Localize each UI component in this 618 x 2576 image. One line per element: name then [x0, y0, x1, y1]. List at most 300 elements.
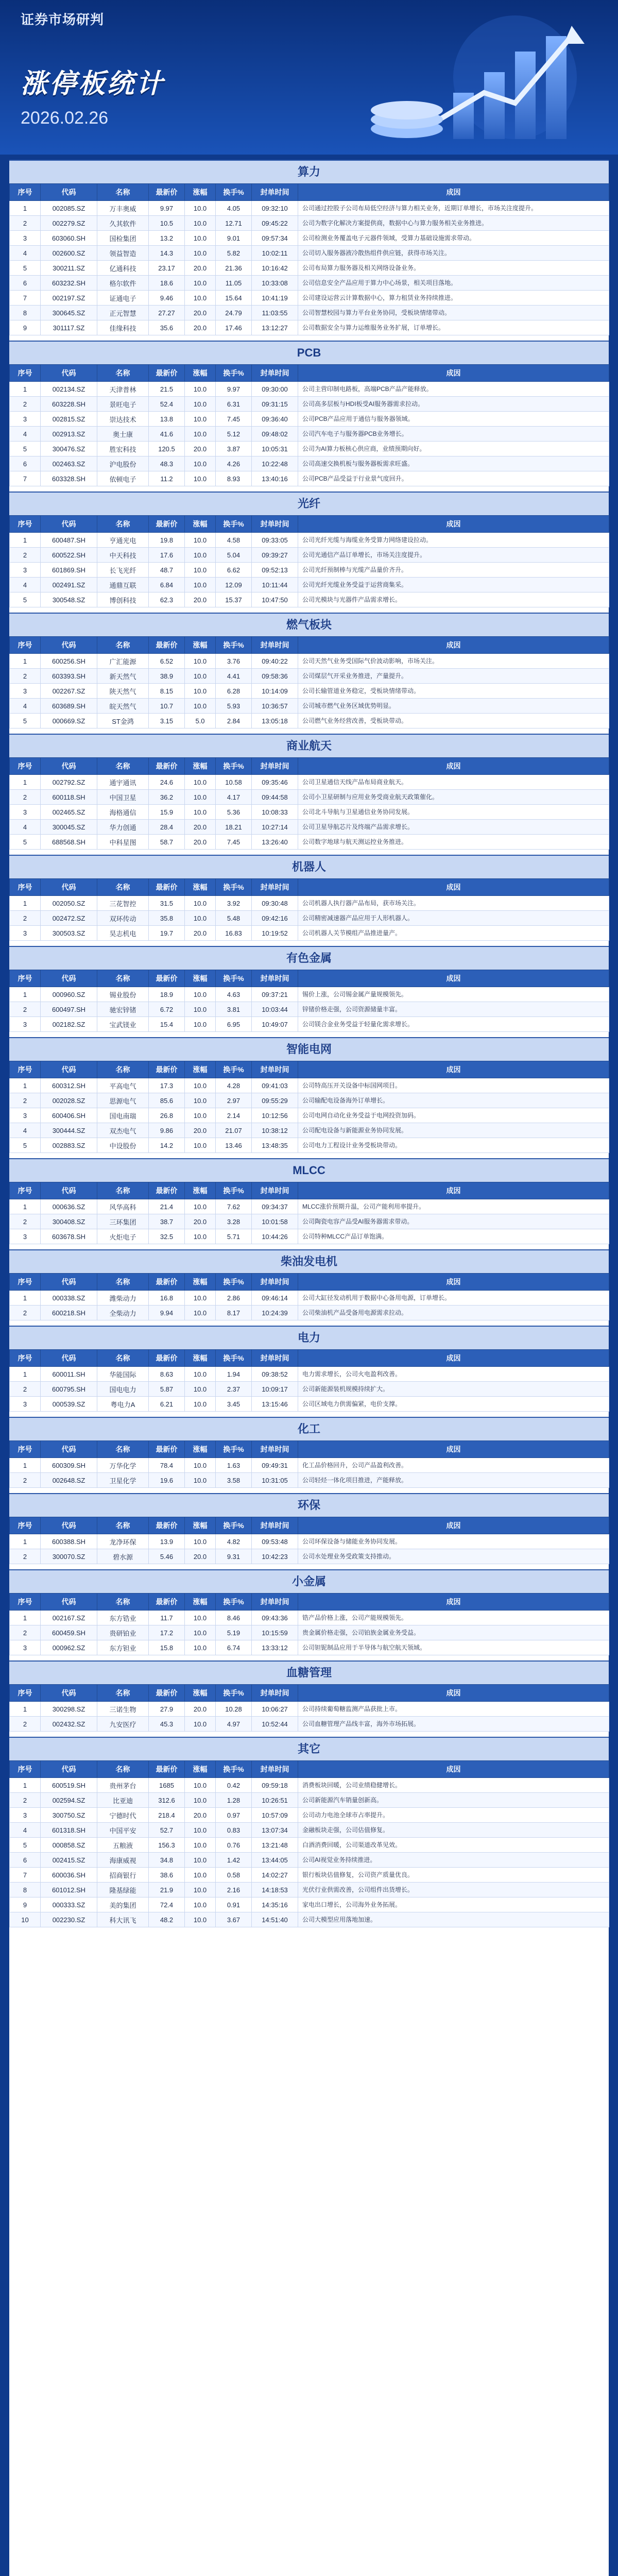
table-header-row [10, 1594, 609, 1611]
turnover-rate: 1.28 [216, 1793, 252, 1808]
stock-name: 平高电气 [97, 1078, 149, 1093]
column-header: 代码 [41, 365, 97, 382]
seal-time: 14:18:53 [252, 1883, 298, 1897]
stock-name: 通宇通讯 [97, 775, 149, 790]
column-header: 名称 [97, 184, 149, 201]
column-header: 成因 [298, 1061, 609, 1078]
row-index: 5 [10, 714, 41, 728]
latest-price: 1685 [149, 1778, 185, 1793]
turnover-rate: 5.36 [216, 805, 252, 820]
column-header: 代码 [41, 516, 97, 533]
stock-name: 国电电力 [97, 1382, 149, 1397]
row-index: 1 [10, 654, 41, 669]
turnover-rate: 3.45 [216, 1397, 252, 1412]
section-title: 智能电网 [9, 1037, 609, 1061]
change-pct: 20.0 [185, 1123, 216, 1138]
table-row [10, 1549, 609, 1564]
latest-price: 27.27 [149, 306, 185, 320]
column-header: 名称 [97, 516, 149, 533]
latest-price: 17.3 [149, 1078, 185, 1093]
column-header: 最新价 [149, 516, 185, 533]
column-header: 代码 [41, 1761, 97, 1778]
column-header: 封单时间 [252, 1761, 298, 1778]
stock-name: 卫星化学 [97, 1473, 149, 1488]
reason-text: 公司城市燃气业务区域优势明显。 [298, 699, 609, 714]
column-header: 封单时间 [252, 758, 298, 775]
reason-text: 金融板块走强，公司估值修复。 [298, 1823, 609, 1838]
column-header: 名称 [97, 758, 149, 775]
latest-price: 15.8 [149, 1640, 185, 1655]
column-header: 代码 [41, 1274, 97, 1291]
row-index: 3 [10, 926, 41, 941]
stock-code: 600406.SH [41, 1108, 97, 1123]
stock-name: 领益智造 [97, 246, 149, 261]
turnover-rate: 4.26 [216, 456, 252, 471]
stock-name: 亨通光电 [97, 533, 149, 548]
column-header: 名称 [97, 365, 149, 382]
column-header: 代码 [41, 1685, 97, 1702]
change-pct: 10.0 [185, 533, 216, 548]
turnover-rate: 10.58 [216, 775, 252, 790]
stock-code: 002648.SZ [41, 1473, 97, 1488]
table-row [10, 276, 609, 291]
row-index: 2 [10, 1625, 41, 1640]
header-banner [0, 0, 618, 155]
section-title: MLCC [9, 1158, 609, 1182]
stock-name: 潍柴动力 [97, 1291, 149, 1306]
column-header: 封单时间 [252, 1061, 298, 1078]
latest-price: 9.46 [149, 291, 185, 306]
table-header-row [10, 1182, 609, 1199]
seal-time: 09:49:31 [252, 1458, 298, 1473]
reason-text: 公司切入服务器液冷散热组件供应链，获得市场关注。 [298, 246, 609, 261]
stock-name: 国检集团 [97, 231, 149, 246]
table-row [10, 1640, 609, 1655]
column-header: 代码 [41, 1350, 97, 1367]
reason-text: 家电出口增长，公司海外业务拓展。 [298, 1897, 609, 1912]
table-row [10, 911, 609, 926]
column-header: 最新价 [149, 1594, 185, 1611]
reason-text: 公司天然气业务受国际气价波动影响，市场关注。 [298, 654, 609, 669]
stock-name: 中国卫星 [97, 790, 149, 805]
latest-price: 35.8 [149, 911, 185, 926]
row-index: 1 [10, 1611, 41, 1625]
table-row [10, 684, 609, 699]
change-pct: 10.0 [185, 1717, 216, 1732]
change-pct: 10.0 [185, 1108, 216, 1123]
stock-name: 昊志机电 [97, 926, 149, 941]
table-row [10, 1534, 609, 1549]
section-block [9, 613, 609, 728]
reason-text: 公司特高压开关设备中标国网项目。 [298, 1078, 609, 1093]
change-pct: 20.0 [185, 320, 216, 335]
seal-time: 09:39:27 [252, 548, 298, 563]
column-header: 代码 [41, 1061, 97, 1078]
stock-name: 奥士康 [97, 427, 149, 442]
stock-name: 贵州茅台 [97, 1778, 149, 1793]
table-row [10, 246, 609, 261]
turnover-rate: 16.83 [216, 926, 252, 941]
stock-code: 002050.SZ [41, 896, 97, 911]
section-title: 燃气板块 [9, 613, 609, 636]
section-title: 血糖管理 [9, 1660, 609, 1684]
change-pct: 10.0 [185, 775, 216, 790]
stock-table [9, 1061, 609, 1153]
stock-name: 景旺电子 [97, 397, 149, 412]
stock-code: 603228.SH [41, 397, 97, 412]
stock-name: 龙净环保 [97, 1534, 149, 1549]
section-title: 其它 [9, 1737, 609, 1760]
stock-name: 东方锆业 [97, 1611, 149, 1625]
section-title: 机器人 [9, 855, 609, 878]
column-header: 成因 [298, 1274, 609, 1291]
reason-text: 公司机器人执行器产品布局，获市场关注。 [298, 896, 609, 911]
section-block [9, 492, 609, 607]
stock-name: 皖天然气 [97, 699, 149, 714]
latest-price: 11.7 [149, 1611, 185, 1625]
column-header: 成因 [298, 1350, 609, 1367]
table-row [10, 1611, 609, 1625]
column-header: 封单时间 [252, 184, 298, 201]
seal-time: 13:07:34 [252, 1823, 298, 1838]
row-index: 2 [10, 1549, 41, 1564]
stock-code: 002230.SZ [41, 1912, 97, 1927]
stock-code: 600459.SH [41, 1625, 97, 1640]
row-index: 10 [10, 1912, 41, 1927]
column-header: 封单时间 [252, 879, 298, 896]
column-header: 最新价 [149, 1517, 185, 1534]
stock-code: 300548.SZ [41, 592, 97, 607]
seal-time: 10:47:50 [252, 592, 298, 607]
change-pct: 20.0 [185, 442, 216, 456]
reason-text: 公司通过控股子公司布局低空经济与算力相关业务，近期订单增长，市场关注度提升。 [298, 201, 609, 216]
column-header: 换手% [216, 1350, 252, 1367]
stock-name: 久其软件 [97, 216, 149, 231]
stock-name: 风华高科 [97, 1199, 149, 1214]
latest-price: 15.9 [149, 805, 185, 820]
row-index: 3 [10, 1397, 41, 1412]
stock-code: 002594.SZ [41, 1793, 97, 1808]
section-block [9, 1037, 609, 1153]
row-index: 2 [10, 790, 41, 805]
column-header: 最新价 [149, 1441, 185, 1458]
stock-code: 600388.SH [41, 1534, 97, 1549]
turnover-rate: 5.19 [216, 1625, 252, 1640]
change-pct: 10.0 [185, 896, 216, 911]
reason-text: 电力需求增长，公司火电盈利改善。 [298, 1367, 609, 1382]
change-pct: 10.0 [185, 1229, 216, 1244]
table-row [10, 1868, 609, 1883]
stock-code: 002167.SZ [41, 1611, 97, 1625]
stock-code: 002472.SZ [41, 911, 97, 926]
latest-price: 10.5 [149, 216, 185, 231]
latest-price: 13.8 [149, 412, 185, 427]
latest-price: 21.5 [149, 382, 185, 397]
stock-name: 中国平安 [97, 1823, 149, 1838]
column-header: 成因 [298, 1182, 609, 1199]
reason-text: 公司光通信产品订单增长，市场关注度提升。 [298, 548, 609, 563]
column-header: 封单时间 [252, 1594, 298, 1611]
stock-name: 崇达技术 [97, 412, 149, 427]
stock-name: 中天科技 [97, 548, 149, 563]
stock-code: 002432.SZ [41, 1717, 97, 1732]
column-header: 涨幅 [185, 879, 216, 896]
stock-code: 603328.SH [41, 471, 97, 486]
latest-price: 11.2 [149, 471, 185, 486]
turnover-rate: 3.58 [216, 1473, 252, 1488]
stock-name: 华能国际 [97, 1367, 149, 1382]
latest-price: 34.8 [149, 1853, 185, 1868]
table-row [10, 805, 609, 820]
table-row [10, 1214, 609, 1229]
stock-code: 300408.SZ [41, 1214, 97, 1229]
reason-text: 公司光纤光缆与海缆业务受算力网络建设拉动。 [298, 533, 609, 548]
stock-code: 300045.SZ [41, 820, 97, 835]
reason-text: 公司长输管道业务稳定，受板块情绪带动。 [298, 684, 609, 699]
stock-code: 002279.SZ [41, 216, 97, 231]
turnover-rate: 9.01 [216, 231, 252, 246]
change-pct: 10.0 [185, 911, 216, 926]
turnover-rate: 2.86 [216, 1291, 252, 1306]
turnover-rate: 3.87 [216, 442, 252, 456]
latest-price: 19.8 [149, 533, 185, 548]
column-header: 序号 [10, 516, 41, 533]
stats-sheet [9, 160, 609, 2576]
row-index: 3 [10, 805, 41, 820]
change-pct: 10.0 [185, 1078, 216, 1093]
table-row [10, 775, 609, 790]
stock-name: 通鼎互联 [97, 578, 149, 592]
seal-time: 09:42:16 [252, 911, 298, 926]
seal-time: 14:51:40 [252, 1912, 298, 1927]
turnover-rate: 2.16 [216, 1883, 252, 1897]
seal-time: 10:41:19 [252, 291, 298, 306]
table-row [10, 1382, 609, 1397]
row-index: 2 [10, 216, 41, 231]
row-index: 2 [10, 911, 41, 926]
section-title: 算力 [9, 160, 609, 183]
stock-code: 301117.SZ [41, 320, 97, 335]
change-pct: 10.0 [185, 684, 216, 699]
change-pct: 10.0 [185, 456, 216, 471]
stock-name: 火炬电子 [97, 1229, 149, 1244]
column-header: 序号 [10, 184, 41, 201]
stock-code: 600487.SH [41, 533, 97, 548]
seal-time: 09:43:36 [252, 1611, 298, 1625]
reason-text: 公司机器人关节模组产品推进量产。 [298, 926, 609, 941]
change-pct: 10.0 [185, 1838, 216, 1853]
column-header: 换手% [216, 1517, 252, 1534]
column-header: 最新价 [149, 637, 185, 654]
reason-text: 公司燃气业务经营改善，受板块带动。 [298, 714, 609, 728]
change-pct: 10.0 [185, 1458, 216, 1473]
turnover-rate: 4.63 [216, 987, 252, 1002]
turnover-rate: 21.36 [216, 261, 252, 276]
stock-code: 603393.SH [41, 669, 97, 684]
change-pct: 10.0 [185, 1912, 216, 1927]
row-index: 4 [10, 427, 41, 442]
stock-name: 驰宏锌锗 [97, 1002, 149, 1017]
reason-text: 公司检测业务覆盖电子元器件领域，受算力基础设施需求带动。 [298, 231, 609, 246]
seal-time: 09:30:00 [252, 382, 298, 397]
reason-text: 公司新能源汽车销量创新高。 [298, 1793, 609, 1808]
seal-time: 09:31:15 [252, 397, 298, 412]
table-header-row [10, 758, 609, 775]
seal-time: 09:34:37 [252, 1199, 298, 1214]
turnover-rate: 15.37 [216, 592, 252, 607]
latest-price: 19.7 [149, 926, 185, 941]
latest-price: 16.8 [149, 1291, 185, 1306]
column-header: 序号 [10, 1441, 41, 1458]
column-header: 换手% [216, 1274, 252, 1291]
column-header: 序号 [10, 1685, 41, 1702]
column-header: 封单时间 [252, 1441, 298, 1458]
latest-price: 35.6 [149, 320, 185, 335]
column-header: 名称 [97, 1517, 149, 1534]
column-header: 涨幅 [185, 365, 216, 382]
column-header: 代码 [41, 637, 97, 654]
reason-text: 公司光纤光缆业务受益于运营商集采。 [298, 578, 609, 592]
table-header-row [10, 1274, 609, 1291]
column-header: 换手% [216, 1594, 252, 1611]
table-header-row [10, 1685, 609, 1702]
change-pct: 20.0 [185, 592, 216, 607]
reason-text: 公司陶瓷电容产品受AI服务器需求带动。 [298, 1214, 609, 1229]
latest-price: 52.4 [149, 397, 185, 412]
reason-text: 贵金属价格走强，公司铂族金属业务受益。 [298, 1625, 609, 1640]
latest-price: 8.63 [149, 1367, 185, 1382]
column-header: 涨幅 [185, 516, 216, 533]
reason-text: 公司血糖管理产品线丰富，海外市场拓展。 [298, 1717, 609, 1732]
reason-text: 化工品价格回升，公司产品盈利改善。 [298, 1458, 609, 1473]
seal-time: 09:59:18 [252, 1778, 298, 1793]
reason-text: 公司高速交换机板与服务器板需求旺盛。 [298, 456, 609, 471]
seal-time: 09:52:13 [252, 563, 298, 578]
column-header: 封单时间 [252, 637, 298, 654]
row-index: 5 [10, 835, 41, 850]
reason-text: 公司柴油机产品受备用电源需求拉动。 [298, 1306, 609, 1320]
seal-time: 14:35:16 [252, 1897, 298, 1912]
table-row [10, 1138, 609, 1153]
seal-time: 13:26:40 [252, 835, 298, 850]
stock-code: 300503.SZ [41, 926, 97, 941]
table-row [10, 1367, 609, 1382]
stock-table [9, 1182, 609, 1244]
stock-name: 隆基绿能 [97, 1883, 149, 1897]
latest-price: 23.17 [149, 261, 185, 276]
stock-name: 五粮液 [97, 1838, 149, 1853]
seal-time: 09:36:40 [252, 412, 298, 427]
table-header-row [10, 1061, 609, 1078]
reason-text: 公司光纤预制棒与光缆产品量价齐升。 [298, 563, 609, 578]
seal-time: 10:26:51 [252, 1793, 298, 1808]
latest-price: 18.9 [149, 987, 185, 1002]
column-header: 最新价 [149, 1350, 185, 1367]
reason-text: 公司钽铌制品应用于半导体与航空航天领域。 [298, 1640, 609, 1655]
stock-code: 000636.SZ [41, 1199, 97, 1214]
stock-table [9, 1273, 609, 1320]
turnover-rate: 2.84 [216, 714, 252, 728]
stock-name: 双杰电气 [97, 1123, 149, 1138]
stock-code: 000539.SZ [41, 1397, 97, 1412]
reason-text: 公司为数字化解决方案提供商，数据中心与算力服务相关业务推进。 [298, 216, 609, 231]
turnover-rate: 24.79 [216, 306, 252, 320]
seal-time: 09:55:29 [252, 1093, 298, 1108]
stock-code: 002182.SZ [41, 1017, 97, 1032]
stock-code: 688568.SH [41, 835, 97, 850]
seal-time: 10:52:44 [252, 1717, 298, 1732]
stock-code: 002465.SZ [41, 805, 97, 820]
table-row [10, 397, 609, 412]
turnover-rate: 4.97 [216, 1717, 252, 1732]
table-row [10, 201, 609, 216]
change-pct: 10.0 [185, 790, 216, 805]
table-row [10, 1229, 609, 1244]
column-header: 涨幅 [185, 184, 216, 201]
change-pct: 20.0 [185, 1214, 216, 1229]
stock-code: 000962.SZ [41, 1640, 97, 1655]
change-pct: 5.0 [185, 714, 216, 728]
seal-time: 10:49:07 [252, 1017, 298, 1032]
table-row [10, 1808, 609, 1823]
row-index: 6 [10, 1853, 41, 1868]
section-title: 柴油发电机 [9, 1249, 609, 1273]
column-header: 名称 [97, 1441, 149, 1458]
stock-code: 300211.SZ [41, 261, 97, 276]
turnover-rate: 13.46 [216, 1138, 252, 1153]
stock-code: 600011.SH [41, 1367, 97, 1382]
stock-name: 佳缘科技 [97, 320, 149, 335]
change-pct: 10.0 [185, 578, 216, 592]
seal-time: 09:53:48 [252, 1534, 298, 1549]
latest-price: 3.15 [149, 714, 185, 728]
row-index: 4 [10, 699, 41, 714]
row-index: 7 [10, 1868, 41, 1883]
change-pct: 10.0 [185, 246, 216, 261]
change-pct: 10.0 [185, 1093, 216, 1108]
column-header: 涨幅 [185, 1441, 216, 1458]
column-header: 序号 [10, 1761, 41, 1778]
table-row [10, 820, 609, 835]
table-row [10, 669, 609, 684]
turnover-rate: 11.05 [216, 276, 252, 291]
turnover-rate: 5.71 [216, 1229, 252, 1244]
turnover-rate: 3.81 [216, 1002, 252, 1017]
column-header: 封单时间 [252, 1182, 298, 1199]
seal-time: 10:22:48 [252, 456, 298, 471]
row-index: 2 [10, 1002, 41, 1017]
turnover-rate: 6.95 [216, 1017, 252, 1032]
change-pct: 10.0 [185, 1002, 216, 1017]
row-index: 2 [10, 669, 41, 684]
column-header: 涨幅 [185, 1685, 216, 1702]
column-header: 最新价 [149, 758, 185, 775]
table-row [10, 714, 609, 728]
reason-text: 公司区域电力供需偏紧，电价支撑。 [298, 1397, 609, 1412]
column-header: 换手% [216, 516, 252, 533]
row-index: 3 [10, 1108, 41, 1123]
turnover-rate: 5.12 [216, 427, 252, 442]
column-header: 涨幅 [185, 637, 216, 654]
hero-illustration-icon [330, 5, 597, 149]
change-pct: 10.0 [185, 231, 216, 246]
stock-code: 603232.SH [41, 276, 97, 291]
turnover-rate: 8.46 [216, 1611, 252, 1625]
stock-code: 600522.SH [41, 548, 97, 563]
stock-code: 300750.SZ [41, 1808, 97, 1823]
turnover-rate: 0.58 [216, 1868, 252, 1883]
column-header: 最新价 [149, 365, 185, 382]
